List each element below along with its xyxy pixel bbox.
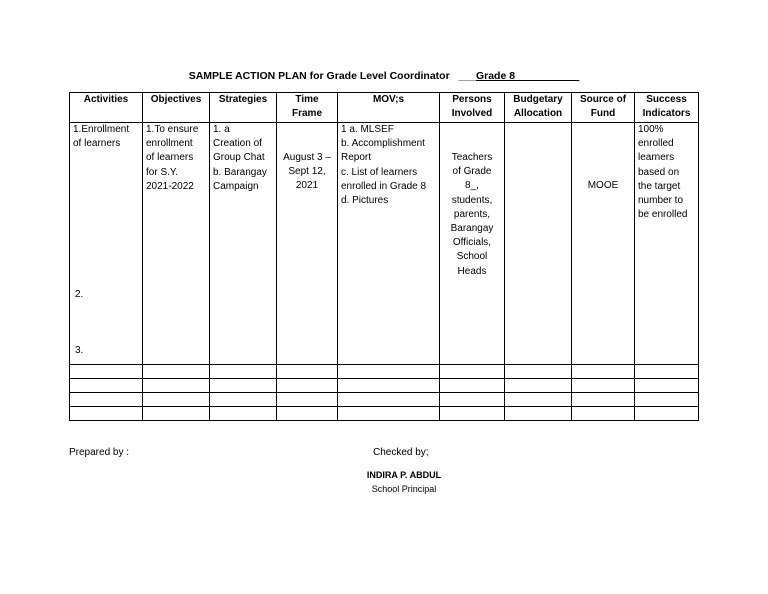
table-row xyxy=(70,393,699,407)
header-success-indicators: Success Indicators xyxy=(635,93,699,123)
header-row xyxy=(70,93,699,123)
cell-strategies: 1. a Creation of Group Chat b. Barangay Campaign xyxy=(210,123,277,365)
title-grade: Grade 8___________ xyxy=(475,70,580,82)
signatory-name: INDIRA P. ABDUL xyxy=(366,470,442,480)
cell-budgetary-allocation xyxy=(505,123,572,365)
cell-success-indicators: 100% enrolled learners based on the target number to be enrolled xyxy=(635,123,699,365)
time-frame-text: August 3 – Sept 12, 2021 xyxy=(283,152,331,192)
activity-3: 3. xyxy=(75,345,84,356)
cell-source-of-fund xyxy=(572,123,635,365)
header-budgetary-allocation: Budgetary Allocation xyxy=(505,93,572,123)
document-title xyxy=(0,70,768,82)
header-strategies: Strategies xyxy=(210,93,277,123)
header-source-of-fund: Source of Fund xyxy=(572,93,635,123)
table-row xyxy=(70,379,699,393)
activity-2: 2. xyxy=(75,289,84,300)
header-movs: MOV;s xyxy=(338,93,440,123)
cell-objectives: 1.To ensure enrollment of learners for S.Y. 2021-2022 xyxy=(143,123,210,365)
title-prefix: SAMPLE ACTION PLAN for Grade Level Coordinator ___ xyxy=(188,70,476,82)
table-row xyxy=(70,365,699,379)
fund-text: MOOE xyxy=(587,180,619,191)
activity-1: 1.Enrollment of learners xyxy=(73,124,130,150)
cell-movs: 1 a. MLSEF b. Accomplishment Report c. List of learners enrolled in Grade 8 d. Pictures xyxy=(338,123,440,365)
persons-text: Teachers of Grade 8_, students, parents, Barangay Officials, School Heads xyxy=(450,152,494,277)
table-row xyxy=(70,407,699,421)
signatory-position: School Principal xyxy=(371,484,437,494)
prepared-by-label: Prepared by : xyxy=(69,447,130,458)
cell-persons-involved xyxy=(440,123,505,365)
cell-time-frame xyxy=(277,123,338,365)
header-activities: Activities xyxy=(70,93,143,123)
header-persons-involved: Persons Involved xyxy=(440,93,505,123)
table-row xyxy=(70,123,699,365)
header-objectives: Objectives xyxy=(143,93,210,123)
cell-activities xyxy=(70,123,143,365)
checked-by-label: Checked by; xyxy=(373,447,429,458)
header-time-frame: Time Frame xyxy=(277,93,338,123)
action-plan-table xyxy=(69,92,699,421)
